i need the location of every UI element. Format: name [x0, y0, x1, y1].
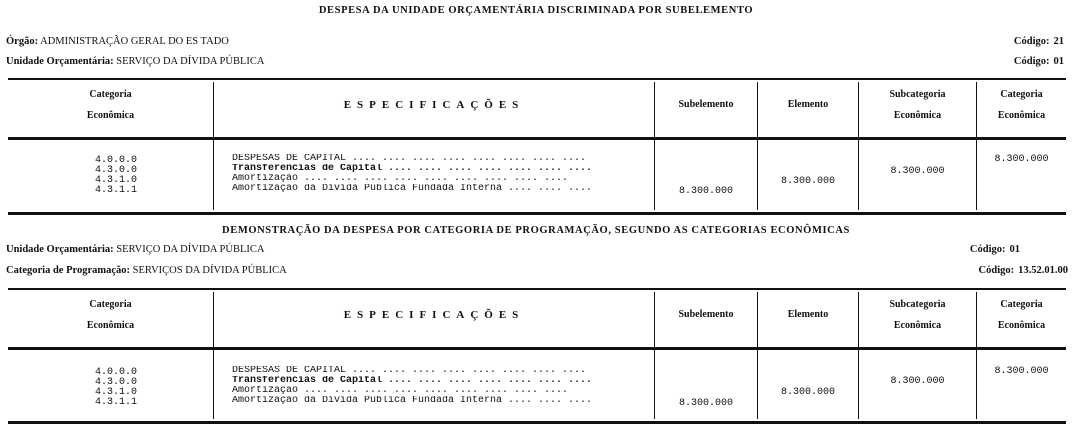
codes-column: [80, 368, 152, 408]
section2-title: DEMONSTRAÇÃO DA DESPESA POR CATEGORIA DE PROGRAMAÇÃO, SEGUNDO AS CATEGORIAS ECONÔMICAS: [222, 225, 850, 236]
unidade2-line: [6, 244, 264, 255]
header-elemento: Elemento: [787, 99, 829, 110]
unidade2-label: Unidade Orçamentária:: [6, 244, 114, 255]
header-categoria-economica: Categoria Econômica: [86, 299, 135, 331]
specs-column: [232, 154, 652, 194]
orgao-label: Órgão:: [6, 36, 39, 47]
header-subelemento: Subelemento: [678, 99, 734, 110]
subcategoria-value: 8.300.000: [890, 166, 945, 177]
unidade2-code-label: Código:: [969, 244, 1006, 255]
codes-column: [80, 156, 152, 196]
header-elemento: Elemento: [787, 309, 829, 320]
table-1: [8, 78, 1066, 216]
subcategoria-value: 8.300.000: [890, 376, 945, 387]
code-cell: 4.0.0.0: [94, 155, 137, 166]
code-cell: 4.3.0.0: [94, 377, 137, 388]
unidade2-code: [970, 244, 1020, 255]
header-subelemento: Subelemento: [678, 309, 734, 320]
spec-row: Amortização da Dívida Pública Fundada Interna .... .... ....: [232, 184, 593, 194]
spec-row: Transferências de Capital .... .... .... .... .... .... ....: [232, 164, 593, 174]
programacao-line: [6, 265, 287, 276]
header-subcategoria: Subcategoria Econômica: [889, 299, 946, 331]
categoria-value: 8.300.000: [994, 366, 1049, 377]
code-cell: 4.0.0.0: [94, 367, 137, 378]
orgao-line: [6, 36, 229, 47]
subelemento-value: 8.300.000: [678, 186, 733, 197]
orgao-code: [1014, 36, 1064, 47]
spec-row: Amortização .... .... .... .... .... .... .... .... ....: [232, 386, 569, 396]
spec-row: Transferências de Capital .... .... .... .... .... .... ....: [232, 376, 593, 386]
header-subcategoria: Subcategoria Econômica: [889, 89, 946, 121]
unidade-code: [1014, 56, 1064, 67]
programacao-code-value: 13.52.01.00: [1018, 265, 1068, 276]
specs-column: [232, 366, 652, 406]
header-categoria: Categoria Econômica: [997, 89, 1046, 121]
code-cell: 4.3.1.1: [94, 397, 137, 408]
unidade-code-label: Código:: [1013, 56, 1050, 67]
orgao-code-value: 21: [1053, 36, 1064, 47]
categoria-value: 8.300.000: [994, 154, 1049, 165]
spec-row: DESPESAS DE CAPITAL .... .... .... .... .... .... .... ....: [232, 154, 587, 164]
unidade-value: SERVIÇO DA DÍVIDA PÚBLICA: [116, 56, 265, 67]
code-cell: 4.3.1.0: [94, 387, 137, 398]
code-cell: 4.3.0.0: [94, 165, 137, 176]
header-especificacoes: ESPECIFICAÇÕES: [343, 99, 525, 111]
section1-title: DESPESA DA UNIDADE ORÇAMENTÁRIA DISCRIMINADA POR SUBELEMENTO: [318, 5, 754, 16]
unidade2-code-value: 01: [1009, 244, 1020, 255]
programacao-label: Categoria de Programação:: [6, 265, 131, 276]
spec-row: DESPESAS DE CAPITAL .... .... .... .... .... .... .... ....: [232, 366, 587, 376]
code-cell: 4.3.1.1: [94, 185, 137, 196]
spec-row: Amortização da Dívida Pública Fundada Interna .... .... ....: [232, 396, 593, 406]
subelemento-value: 8.300.000: [678, 398, 733, 409]
unidade-label: Unidade Orçamentária:: [6, 56, 114, 67]
code-cell: 4.3.1.0: [94, 175, 137, 186]
header-categoria: Categoria Econômica: [997, 299, 1046, 331]
orgao-value: ADMINISTRAÇÃO GERAL DO ES TADO: [40, 36, 229, 47]
unidade-line: [6, 56, 264, 67]
header-especificacoes: ESPECIFICAÇÕES: [343, 309, 525, 321]
programacao-code: [979, 265, 1068, 276]
programacao-value: SERVIÇOS DA DÍVIDA PÚBLICA: [132, 265, 287, 276]
table-2: [8, 288, 1066, 426]
header-categoria-economica: Categoria Econômica: [86, 89, 135, 121]
programacao-code-label: Código:: [978, 265, 1015, 276]
spec-row: Amortização .... .... .... .... .... .... .... .... ....: [232, 174, 569, 184]
unidade-code-value: 01: [1053, 56, 1064, 67]
elemento-value: 8.300.000: [780, 176, 835, 187]
orgao-code-label: Código:: [1013, 36, 1050, 47]
unidade2-value: SERVIÇO DA DÍVIDA PÚBLICA: [116, 244, 265, 255]
elemento-value: 8.300.000: [780, 387, 835, 398]
